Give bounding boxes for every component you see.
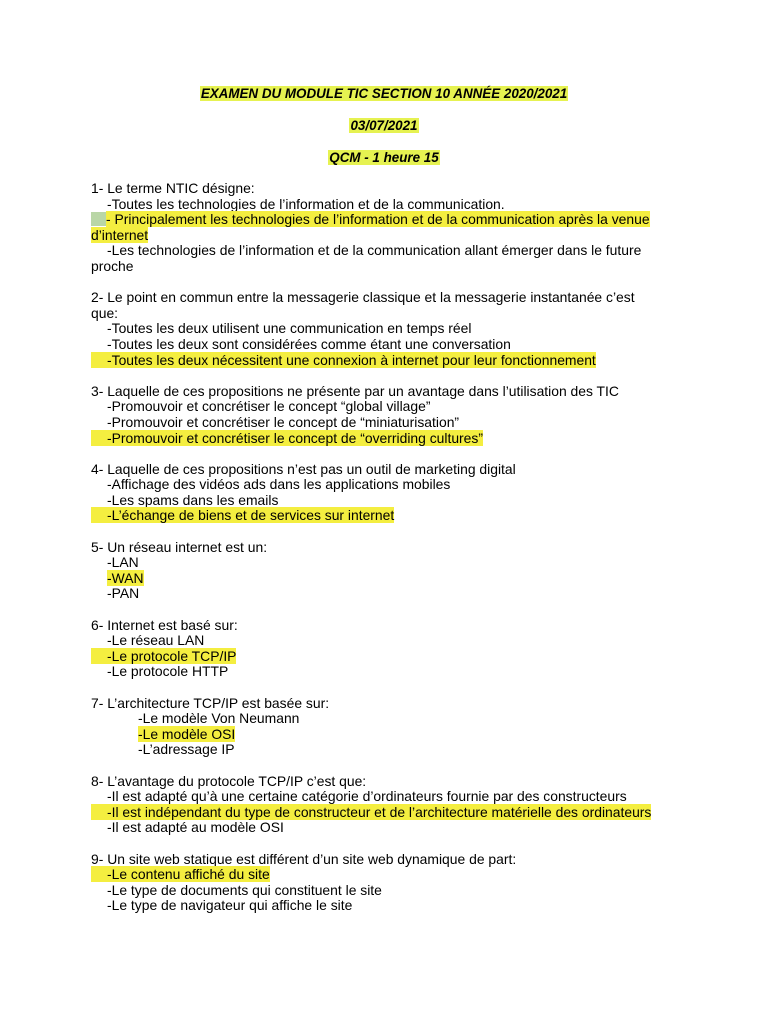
answer-option-correct: -Le protocole TCP/IP xyxy=(91,649,671,665)
question-2 xyxy=(91,290,671,368)
answer-option-correct: -Le contenu affiché du site xyxy=(91,867,671,883)
answer-option: -PAN xyxy=(107,585,140,602)
answer-option: -LAN xyxy=(107,554,139,571)
answer-option: -Promouvoir et concrétiser le concept de “miniaturisation” xyxy=(107,413,460,430)
answer-option: -Il est adapté au modèle OSI xyxy=(107,819,284,836)
answer-option: -Toutes les deux utilisent une communication en temps réel xyxy=(107,320,472,337)
question-text: 2- Le point en commun entre la messagerie classique et la messagerie instantanée c’est xyxy=(91,289,635,306)
question-text: 7- L’architecture TCP/IP est basée sur: xyxy=(91,694,330,711)
answer-option-correct: -Toutes les deux nécessitent une connexion à internet pour leur fonctionnement xyxy=(91,353,671,369)
question-text: 6- Internet est basé sur: xyxy=(91,616,238,633)
question-9 xyxy=(91,852,671,914)
question-text: 8- L’avantage du protocole TCP/IP c’est que: xyxy=(91,772,367,789)
answer-option-correct: -Il est indépendant du type de constructeur et de l’architecture matérielle des ordinateurs xyxy=(91,805,671,821)
answer-option-correct: - Principalement les technologies de l’information et de la communication après la venue xyxy=(91,212,671,228)
question-4 xyxy=(91,462,671,524)
answer-option-correct: -Promouvoir et concrétiser le concept de “overriding cultures” xyxy=(91,431,671,447)
question-3 xyxy=(91,384,671,446)
question-text: 3- Laquelle de ces propositions ne présente par un avantage dans l’utilisation des TIC xyxy=(91,382,619,399)
answer-option: -Les spams dans les emails xyxy=(107,491,279,508)
answer-option: -Toutes les technologies de l’information et de la communication. xyxy=(107,195,505,212)
answer-option-cont: proche xyxy=(91,257,134,274)
exam-subtitle: QCM - 1 heure 15 xyxy=(329,150,439,165)
question-1 xyxy=(91,181,671,275)
answer-option: -Affichage des vidéos ads dans les applications mobiles xyxy=(107,476,451,493)
answer-option-correct: -L’échange de biens et de services sur internet xyxy=(91,508,671,524)
answer-option-correct: -WAN xyxy=(107,569,144,586)
question-7 xyxy=(91,696,671,758)
question-text-cont: que: xyxy=(91,304,119,321)
question-6 xyxy=(91,618,671,680)
answer-option: -L’adressage IP xyxy=(138,741,235,758)
answer-option: -Promouvoir et concrétiser le concept “global village” xyxy=(107,398,431,415)
exam-date: 03/07/2021 xyxy=(350,118,418,133)
answer-option-correct: -Le modèle OSI xyxy=(138,725,236,742)
question-8 xyxy=(91,774,671,836)
answer-option: -Le type de navigateur qui affiche le site xyxy=(107,897,353,914)
exam-title: EXAMEN DU MODULE TIC SECTION 10 ANNÉE 2020/2021 xyxy=(200,86,568,101)
question-text: 9- Un site web statique est différent d’un site web dynamique de part: xyxy=(91,850,517,867)
answer-option-correct-cont: d’internet xyxy=(91,226,149,243)
answer-option: -Il est adapté qu’à une certaine catégorie d’ordinateurs fournie par des constructeurs xyxy=(107,788,627,805)
comment-marker xyxy=(91,212,106,226)
answer-option: -Le protocole HTTP xyxy=(107,663,229,680)
questions-list xyxy=(91,181,671,930)
question-text: 1- Le terme NTIC désigne: xyxy=(91,180,255,196)
question-text: 4- Laquelle de ces propositions n’est pas un outil de marketing digital xyxy=(91,460,516,477)
question-5 xyxy=(91,540,671,602)
answer-option: -Le réseau LAN xyxy=(107,632,205,649)
answer-option: -Toutes les deux sont considérées comme étant une conversation xyxy=(107,335,511,352)
question-text: 5- Un réseau internet est un: xyxy=(91,538,268,555)
answer-option: -Le modèle Von Neumann xyxy=(138,710,300,727)
answer-option: -Les technologies de l’information et de la communication allant émerger dans le future xyxy=(107,242,642,259)
answer-option: -Le type de documents qui constituent le site xyxy=(107,881,382,898)
